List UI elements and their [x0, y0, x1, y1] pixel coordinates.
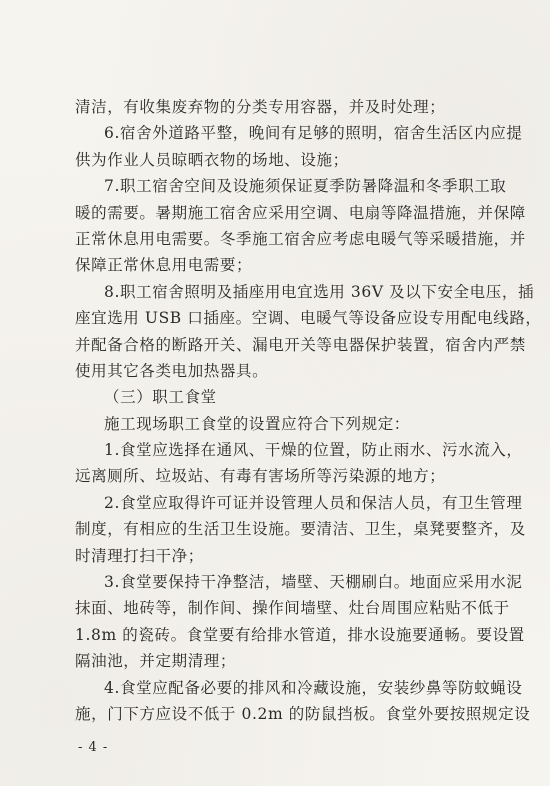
- text-line: 施，门下方应设不低于 0.2m 的防鼠挡板。食堂外要按照规定设: [75, 705, 531, 723]
- text-line: 供为作业人员晾晒衣物的场地、设施；: [75, 151, 349, 169]
- text-line: 1.8m 的瓷砖。食堂要有给排水管道，排水设施要通畅。要设置: [75, 626, 525, 644]
- text-line: 施工现场职工食堂的设置应符合下列规定：: [104, 415, 410, 433]
- text-line: 时清理打扫干净；: [75, 547, 204, 565]
- text-line: 抹面、地砖等，制作间、操作间墙壁、灶台周围应粘贴不低于: [75, 599, 510, 617]
- text-line: 1.食堂应选择在通风、干燥的位置，防止雨水、污水流入，: [104, 441, 523, 459]
- text-line: 2.食堂应取得许可证并设管理人员和保洁人员，有卫生管理: [104, 494, 523, 512]
- page-number: - 4 -: [78, 740, 109, 755]
- section-heading: （三）职工食堂: [104, 388, 217, 406]
- text-line: 制度，有相应的生活卫生设施。要清洁、卫生，桌凳要整齐，及: [75, 520, 526, 538]
- text-line: 座宜选用 USB 口插座。空调、电暖气等设备应设专用配电线路，: [75, 309, 542, 327]
- text-line: 暖的需要。暑期施工宿舍应采用空调、电扇等降温措施，并保障: [75, 204, 526, 222]
- text-line: 7.职工宿舍空间及设施须保证夏季防暑降温和冬季职工取: [104, 177, 507, 195]
- text-line: 并配备合格的断路开关、漏电开关等电器保护装置，宿舍内严禁: [75, 336, 526, 354]
- text-line: 清洁，有收集废弃物的分类专用容器，并及时处理；: [75, 98, 446, 116]
- text-line: 8.职工宿舍照明及插座用电宜选用 36V 及以下安全电压，插: [104, 283, 535, 301]
- text-line: 3.食堂要保持干净整洁，墙壁、天棚刷白。地面应采用水泥: [104, 573, 523, 591]
- text-line: 6.宿舍外道路平整，晚间有足够的照明，宿舍生活区内应提: [104, 124, 523, 142]
- text-line: 隔油池，并定期清理；: [75, 652, 237, 670]
- text-line: 远离厕所、垃圾站、有毒有害场所等污染源的地方；: [75, 467, 446, 485]
- text-line: 使用其它各类电加热器具。: [75, 362, 269, 380]
- text-line: 4.食堂应配备必要的排风和冷藏设施，安装纱鼻等防蚊蝇设: [104, 679, 523, 697]
- text-line: 保障正常休息用电需要；: [75, 256, 253, 274]
- text-line: 正常休息用电需要。冬季施工宿舍应考虑电暖气等采暖措施，并: [75, 230, 526, 248]
